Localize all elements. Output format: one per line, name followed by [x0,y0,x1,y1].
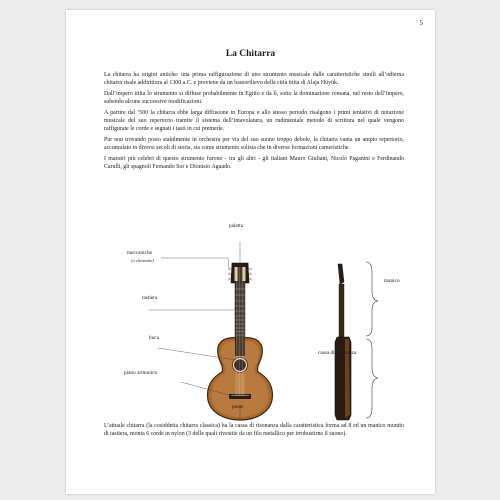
document-page [66,10,435,494]
label-paletta: paletta [229,223,244,229]
label-tastiera: tastiera [142,295,158,301]
label-buca: buca [149,335,159,341]
paragraph: A partire dal ‘500 la chitarra ebbe larga diffusione in Europa e allo stesso periodo risalgono i primi tentativi di notazione musicale del suo repertorio tramite il sistema dell’intavolatura, un rudimentale metodo di scrittura nel quale vengono raffigurate le corde e segnati i tasti in cui premerle. [104,110,404,133]
label-piano-armonico: piano armonico [124,370,158,376]
closing-text [104,422,404,441]
paragraph: I maestri più celebri di questo strumento furono - tra gli altri - gli italiani Mauro Giuliani, Nicolò Paganini e Ferdinando Carulli, gli spagnoli Fernando Sor e Dionisio Aguado. [104,156,404,171]
label-meccaniche: meccaniche [127,250,152,256]
paragraph: La chitarra ha origini antiche: una prima raffigurazione di uno strumento musicale dalle caratteristiche simili all’odierna chitarra risale addirittura al 1300 a.C. e proviene da un bassorilievo della città ittita di Alaja Hüyük. [104,72,404,87]
guitar-front-view [208,263,273,420]
label-ponte: ponte [232,404,244,410]
paragraph: Dall’impero ittita lo strumento si diffuse probabilmente in Egitto e da lì, sotto la dominazione romana, nel resto dell’impero, subendo alcune successive modificazioni. [104,91,404,106]
label-cassa-di-risonanza: cassa di risonanza [318,350,357,356]
page-number: 5 [419,19,423,27]
paragraph: Pur non trovando posto stabilmente in orchestra per via del suo suono troppo debole, la chitarra vanta un ampio repertorio, accumulato in diversi secoli di storia, sia come strumento solista che in diverse formazioni cameristiche. [104,137,404,152]
page-title: La Chitarra [225,49,276,59]
label-manico: manico [384,278,400,284]
label-meccaniche-sub: (o chiavette) [131,258,155,263]
paragraph: L’attuale chitarra (la cosiddetta chitarra classica) ha la cassa di risonanza dalla caratteristica forma ad 8 ed un manico munito di tastiera, monta 6 corde in nylon (3 delle quali rivestite da un filo metallico per irrobustirne il suono). [104,423,404,438]
guitar-side-view [335,264,351,420]
